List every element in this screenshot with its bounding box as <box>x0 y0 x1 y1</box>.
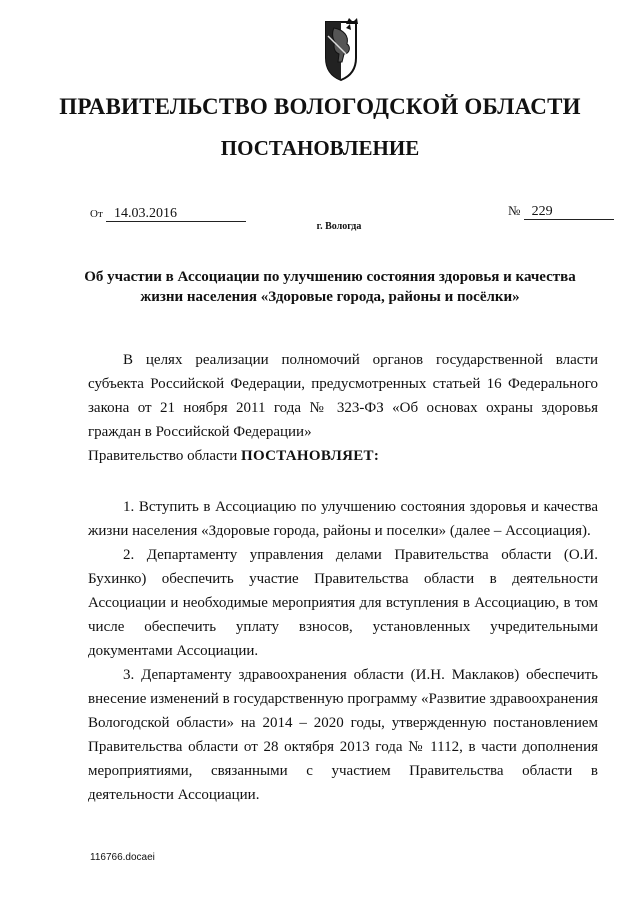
coat-of-arms-icon <box>316 14 366 84</box>
resolve-word: ПОСТАНОВЛЯЕТ: <box>240 448 380 464</box>
clause-3: 3. Департаменту здравоохранения области (И.Н. Маклаков) обеспечить внесение изменений в государственную программу «Развитие здравоохранения Вологодской области» на 2014 – 2020 годы, утвержденную постановлением Правительства области от 28 октября 2013 года № 1112, в части дополнения мероприятиями, связанными с участием Правительства области в деятельности Ассоциации. <box>88 667 598 803</box>
document-body <box>88 348 598 807</box>
document-subject: Об участии в Ассоциации по улучшению состояния здоровья и качества жизни населения «Здоровые города, районы и посёлки» <box>84 269 576 305</box>
file-code: 116766.docaei <box>90 852 155 863</box>
date-value: 14.03.2016 <box>106 207 246 222</box>
date-label: От <box>90 208 103 220</box>
date-field <box>90 205 246 222</box>
document-type-heading: ПОСТАНОВЛЕНИЕ <box>220 136 420 160</box>
number-value: 229 <box>524 205 614 220</box>
clause-1: 1. Вступить в Ассоциацию по улучшению состояния здоровья и качества жизни населения «Здоровые города, районы и поселки» (далее – Ассоциация). <box>88 499 598 539</box>
resolve-prefix: Правительство области <box>88 448 241 464</box>
number-label: № <box>508 203 521 218</box>
preamble-paragraph: В целях реализации полномочий органов государственной власти субъекта Российской Федерации, предусмотренных статьей 16 Федерального закона от 21 ноября 2011 года № 323-ФЗ «Об основах охраны здоровья граждан в Российской Федерации» <box>88 352 598 440</box>
city-label: г. Вологда <box>316 221 362 232</box>
government-title: ПРАВИТЕЛЬСТВО ВОЛОГОДСКОЙ ОБЛАСТИ <box>59 94 581 119</box>
number-field <box>508 203 614 220</box>
resolve-paragraph <box>88 444 598 468</box>
clause-2: 2. Департаменту управления делами Правительства области (О.И. Бухинко) обеспечить участие Правительства области в деятельности Ассоциации и необходимые мероприятия для вступления в Ассоциацию, в том числе обеспечить уплату взносов, установленных учредительными документами Ассоциации. <box>88 547 598 659</box>
